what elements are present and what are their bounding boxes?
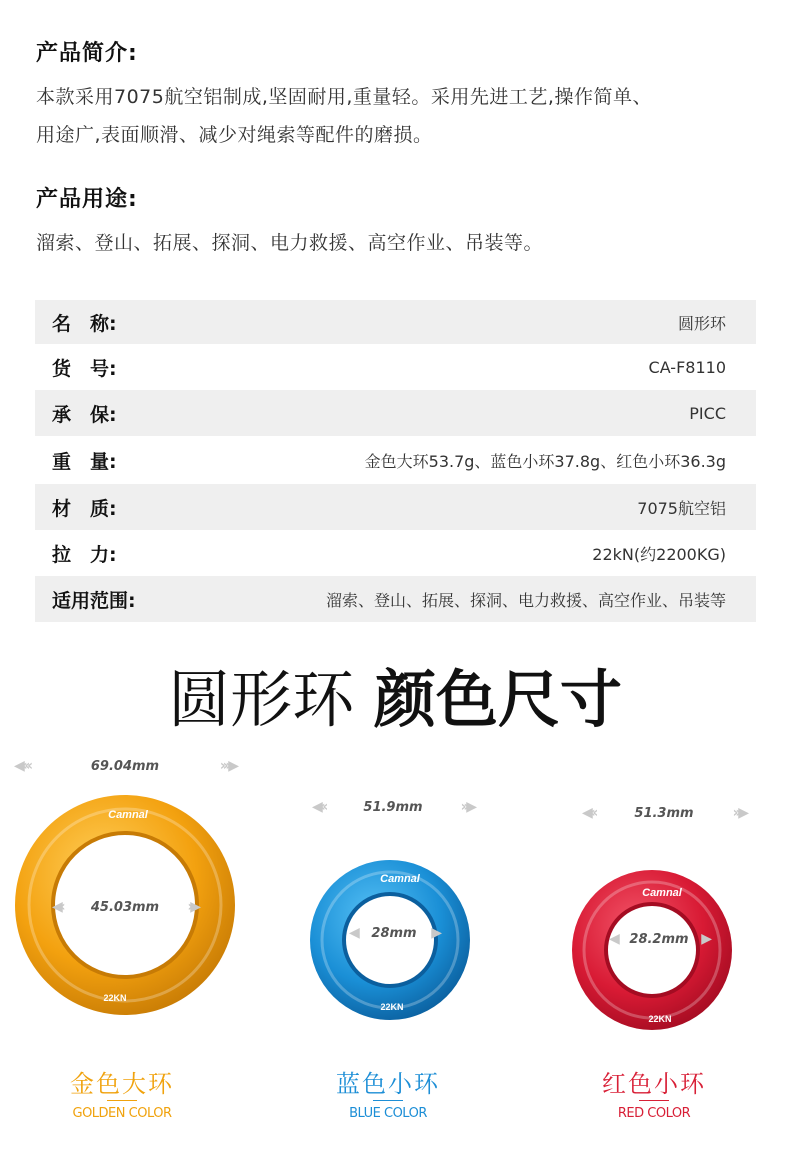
arrow-left-icon: ◀ — [349, 925, 357, 941]
usage-body: 溜索、登山、拓展、探洞、电力救援、高空作业、吊装等。 — [36, 232, 544, 254]
usage-title: 产品用途: — [36, 187, 138, 212]
intro-line-1: 本款采用7075航空铝制成,坚固耐用,重量轻。采用先进工艺,操作简单、 — [36, 86, 652, 108]
dim-label: 51.3mm — [634, 805, 694, 821]
arrow-left-icon: ◀ — [609, 931, 617, 947]
dim-blue-inner — [349, 922, 439, 944]
dim-red-outer — [582, 802, 746, 824]
dim-blue-outer — [312, 796, 474, 818]
spec-value: CA-F8110 — [648, 357, 726, 377]
arrow-left-icon: ◀‹‹‹ — [14, 758, 31, 774]
spec-label: 适用范围: — [52, 589, 136, 612]
dim-label: 28mm — [371, 925, 417, 941]
spec-value: 22kN(约2200KG) — [592, 544, 726, 564]
ring-golden-name: 金色大环 — [70, 1070, 174, 1098]
dim-label: 51.9mm — [363, 799, 423, 815]
arrow-left-icon: ◀‹‹ — [582, 805, 596, 821]
spec-value: PICC — [689, 403, 726, 423]
dim-golden-inner — [52, 896, 198, 918]
dim-label: 45.03mm — [90, 899, 160, 915]
dim-red-inner — [609, 928, 709, 950]
ring-golden-brand: Camnal — [108, 809, 148, 821]
ring-golden-name-en: GOLDEN COLOR — [72, 1106, 172, 1121]
dim-golden-outer — [14, 755, 236, 777]
spec-value: 金色大环53.7g、蓝色小环37.8g、红色小环36.3g — [364, 451, 726, 471]
arrow-left-icon: ◀‹‹ — [312, 799, 326, 815]
ring-blue-name: 蓝色小环 — [336, 1070, 440, 1098]
arrow-right-icon: ›››▶ — [219, 758, 236, 774]
arrow-right-icon: ▶ — [431, 925, 439, 941]
ring-red-underline — [639, 1100, 669, 1101]
heading-light: 圆形环 — [168, 663, 355, 736]
spec-value: 溜索、登山、拓展、探洞、电力救援、高空作业、吊装等 — [325, 590, 726, 610]
dim-label: 69.04mm — [90, 758, 160, 774]
ring-blue-underline — [373, 1100, 403, 1101]
arrow-right-icon: ››▶ — [460, 799, 474, 815]
ring-red-rating: 22KN — [648, 1014, 672, 1024]
ring-blue-brand: Camnal — [380, 873, 420, 885]
ring-golden-underline — [107, 1100, 137, 1101]
spec-label: 名 称: — [52, 312, 117, 335]
intro-title: 产品简介: — [36, 41, 138, 66]
spec-value: 圆形环 — [677, 313, 726, 333]
ring-blue-name-en: BLUE COLOR — [349, 1106, 427, 1121]
arrow-right-icon: ▶ — [701, 931, 709, 947]
spec-label: 材 质: — [52, 497, 117, 520]
spec-label: 重 量: — [52, 450, 117, 473]
intro-line-2: 用途广,表面顺滑、减少对绳索等配件的磨损。 — [36, 124, 433, 146]
ring-red-name: 红色小环 — [602, 1070, 706, 1098]
arrow-right-icon: ›▶ — [187, 899, 198, 915]
ring-red-brand: Camnal — [642, 887, 682, 899]
spec-label: 拉 力: — [52, 543, 117, 566]
ring-golden-rating: 22KN — [103, 993, 127, 1003]
spec-value: 7075航空铝 — [637, 498, 726, 518]
arrow-right-icon: ››▶ — [732, 805, 746, 821]
heading-bold: 颜色尺寸 — [373, 663, 622, 736]
arrow-left-icon: ◀‹ — [52, 899, 63, 915]
spec-label: 货 号: — [52, 357, 117, 380]
ring-blue-rating: 22KN — [380, 1002, 404, 1012]
spec-label: 承 保: — [52, 403, 117, 426]
ring-red-name-en: RED COLOR — [617, 1106, 691, 1121]
dim-label: 28.2mm — [629, 931, 689, 947]
